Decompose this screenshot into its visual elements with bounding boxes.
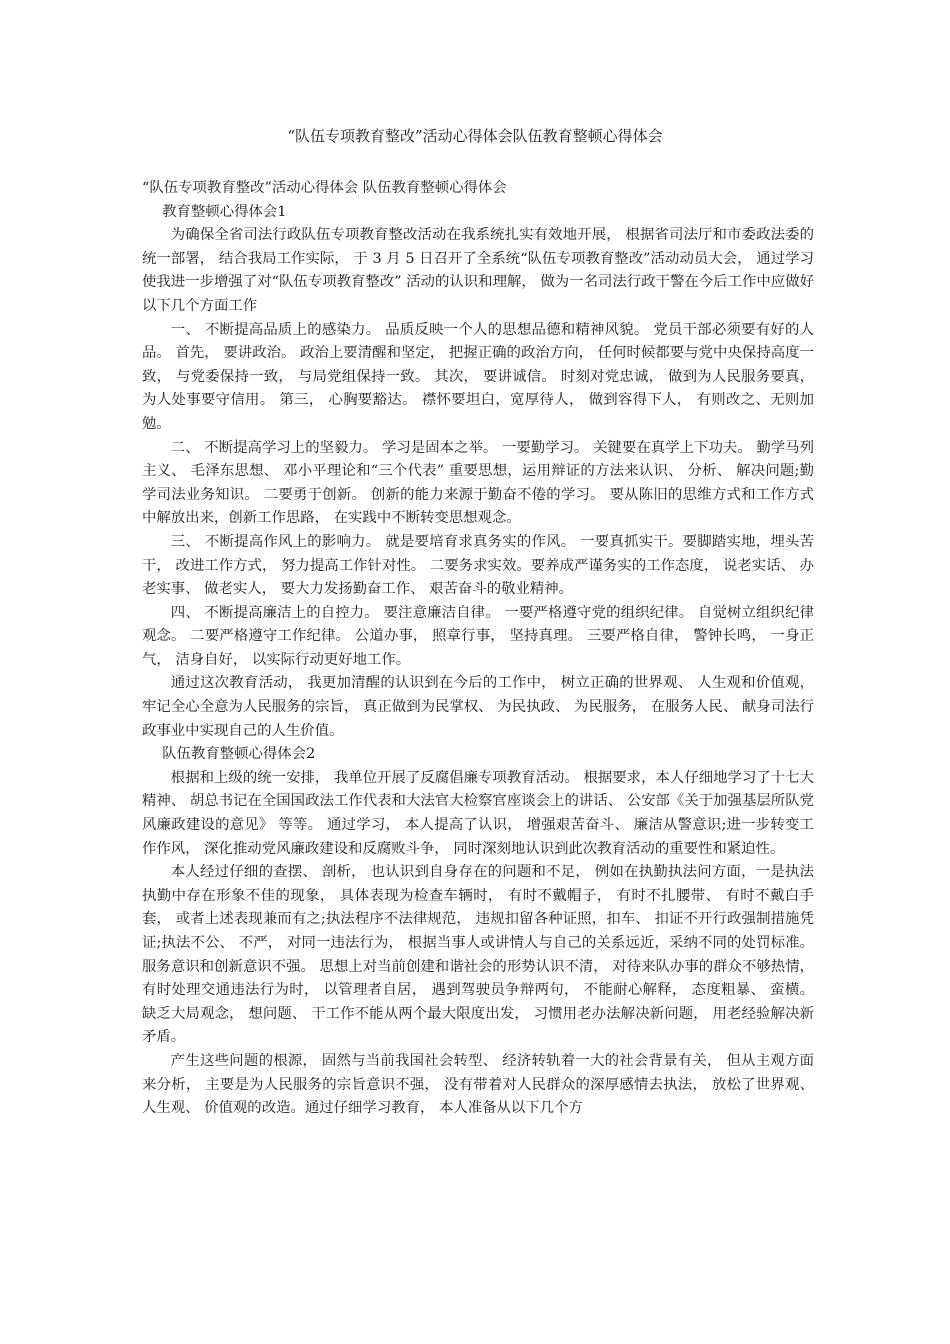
section-heading-2: 队伍教育整顿心得体会2 xyxy=(162,746,316,763)
paragraph: 产生这些问题的根源， 固然与当前我国社会转型、 经济转轨着一大的社会背景有关， 但从主观方面来分析， 主要是为人民服务的宗旨意识不强， 没有带着对人民群众的深厚感情去执法， 放松了世界观、 人生观、 价值观的改造。通过仔细学习教育， 本人准备从以下几个方 xyxy=(142,1052,814,1117)
document-title: “队伍专项教育整改”活动心得体会队伍教育整顿心得体会 xyxy=(287,127,663,145)
section-heading-1: 教育整顿心得体会1 xyxy=(162,203,287,220)
paragraph: 三、 不断提高作风上的影响力。 就是要培育求真务实的作风。 一要真抓实干。要脚踏实地，埋头苦干， 改进工作方式， 努力提高工作针对性。 二要务求实效。要养成严谨务实的工作态度， 说老实话、 办老实事、 做老实人， 要大力发扬勤奋工作、 艰苦奋斗的敬业精神。 xyxy=(142,533,814,598)
document-heading: “队伍专项教育整改”活动心得体会 队伍教育整顿心得体会 xyxy=(142,180,507,196)
document-body xyxy=(142,177,814,1121)
paragraph: 一、 不断提高品质上的感染力。 品质反映一个人的思想品德和精神风貌。 党员干部必须要有好的人品。 首先， 要讲政治。 政治上要清醒和坚定， 把握正确的政治方向， 任何时候都要与党中央保持高度一致， 与党委保持一致， 与局党组保持一致。 其次， 要讲诚信。 时刻对党忠诚， 做到为人民服务要真， 为人处事要守信用。 第三， 心胸要豁达。 襟怀要坦白，宽厚待人， 做到容得下人， 有则改之、无则加勉。 xyxy=(142,321,814,432)
paragraph: 本人经过仔细的查摆、 剖析， 也认识到自身存在的问题和不足， 例如在执勤执法问方面，一是执法执勤中存在形象不佳的现象， 具体表现为检查车辆时， 有时不戴帽子， 有时不扎腰带、 有时不戴白手套， 或者上述表现兼而有之;执法程序不法律规范， 违规扣留各种证照，扣车、 扣证不开行政强制措施凭证;执法不公、 不严， 对同一违法行为， 根据当事人或讲情人与自己的关系远近，采纳不同的处罚标准。 服务意识和创新意识不强。 思想上对当前创建和谐社会的形势认识不清， 对待来队办事的群众不够热情， 有时处理交通违法行为时， 以管理者自居， 遇到驾驶员争辩两句， 不能耐心解释， 态度粗暴、 蛮横。 缺乏大局观念， 想问题、 干工作不能从两个最大限度出发， 习惯用老办法解决新问题， 用老经验解决新矛盾。 xyxy=(142,864,814,1046)
paragraph: 二、 不断提高学习上的坚毅力。 学习是固本之举。 一要勤学习。 关键要在真学上下功夫。 勤学马列主义、 毛泽东思想、 邓小平理论和“三个代表” 重要思想，运用辩证的方法来认识、 分析、 解决问题;勤学司法业务知识。 二要勇于创新。 创新的能力来源于勤奋不倦的学习。 要从陈旧的思维方式和工作方式中解放出来，创新工作思路， 在实践中不断转变思想观念。 xyxy=(142,439,814,527)
paragraph: 通过这次教育活动， 我更加清醒的认识到在今后的工作中， 树立正确的世界观、 人生观和价值观， 牢记全心全意为人民服务的宗旨， 真正做到为民掌权、 为民执政、 为民服务， 在服务人民、 献身司法行政事业中实现自己的人生价值。 xyxy=(142,675,814,739)
paragraph: 根据和上级的统一安排， 我单位开展了反腐倡廉专项教育活动。 根据要求，本人仔细地学习了十七大精神、 胡总书记在全国国政法工作代表和大法官大检察官座谈会上的讲话、 公安部《关于加强基层所队党风廉政建设的意见》 等等。 通过学习， 本人提高了认识， 增强艰苦奋斗、 廉洁从警意识;进一步转变工作作风， 深化推动党风廉政建设和反腐败斗争， 同时深刻地认识到此次教育活动的重要性和紧迫性。 xyxy=(142,769,814,857)
paragraph: 四、 不断提高廉洁上的自控力。 要注意廉洁自律。 一要严格遵守党的组织纪律。 自觉树立组织纪律观念。 二要严格遵守工作纪律。 公道办事， 照章行事， 坚持真理。 三要严格自律， 警钟长鸣， 一身正气， 洁身自好， 以实际行动更好地工作。 xyxy=(142,604,814,668)
paragraph: 为确保全省司法行政队伍专项教育整改活动在我系统扎实有效地开展， 根据省司法厅和市委政法委的统一部署， 结合我局工作实际， 于 3 月 5 日召开了全系统“队伍专项教育整改”活动动员大会， 通过学习使我进一步增强了对“队伍专项教育整改” 活动的认识和理解， 做为一名司法行政干警在今后工作中应做好以下几个方面工作 xyxy=(142,227,814,314)
